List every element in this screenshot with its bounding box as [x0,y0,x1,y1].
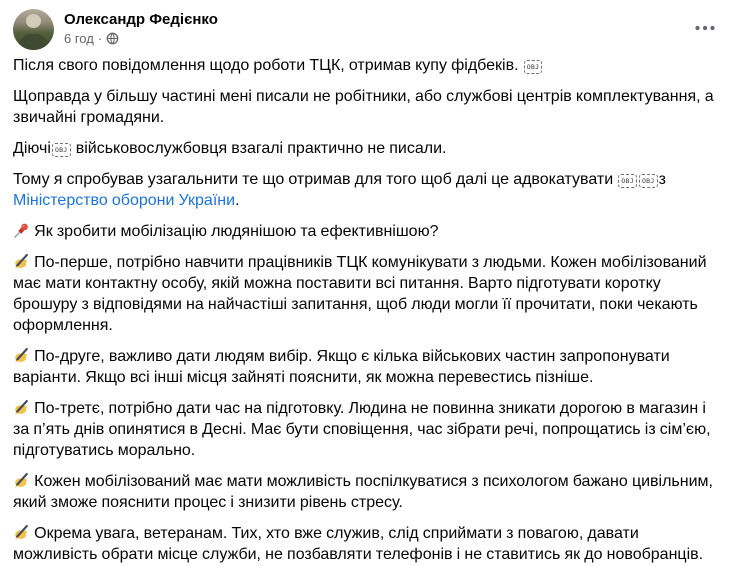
writing-hand-emoji [13,471,30,492]
post-content [0,52,740,565]
header-text [64,9,218,46]
post-text: . [235,192,240,209]
avatar[interactable] [13,9,54,50]
globe-icon [106,32,119,45]
post-text: Тому я спробував узагальнити те що отримав для того щоб далі це адвокатувати [13,171,618,188]
object-replacement-glyph: OBJ [618,174,637,188]
writing-hand-emoji [13,523,30,544]
object-replacement-glyph: OBJ [524,60,543,74]
post-paragraph [13,169,726,211]
post-paragraph [13,86,726,128]
post-paragraph [13,471,726,513]
post-text: Діючі [13,140,51,157]
meta-separator: · [97,31,103,46]
post-meta [64,31,218,46]
author-name[interactable]: Олександр Федієнко [64,11,218,28]
pushpin-emoji [13,221,30,242]
post-paragraph [13,346,726,388]
post-paragraph [13,221,726,242]
object-replacement-glyph: OBJ [52,143,71,157]
post-header [0,0,740,52]
ministry-of-defense-link[interactable]: Міністерство оборони України [13,192,236,209]
post-text: Окрема увага, ветеранам. Тих, хто вже служив, слід сприймати з повагою, давати можливість обрати місце служби, не позбавляти телефонів і не ставитись як до новобранців. [13,525,704,563]
writing-hand-emoji [13,252,30,273]
post-paragraph [13,55,726,76]
post-text: Щоправда у більшу частині мені писали не робітники, або службові центрів комплектування, а звичайні громадяни. [13,88,714,126]
post-text: По-друге, важливо дати людям вибір. Якщо є кілька військових частин запропонувати варіанти. Якщо всі інші місця зайняті пояснити, як можна перевестись пізніше. [13,348,670,386]
post-paragraph [13,138,726,159]
writing-hand-emoji [13,398,30,419]
post-paragraph [13,398,726,461]
post-text: з [658,171,666,188]
post-text: військовослужбовця взагалі практично не писали. [71,140,447,157]
post-text: По-третє, потрібно дати час на підготовку. Людина не повинна зникати дорогою в магазин і за п’ять днів опинятися в Десні. Має бути сповіщення, час зібрати речі, попрощатись із сім’єю, підготуватись морально. [13,400,711,459]
writing-hand-emoji [13,346,30,367]
ellipsis-icon [694,19,716,37]
timestamp[interactable]: 6 год [64,31,94,46]
post-text: Після свого повідомлення щодо роботи ТЦК, отримав купу фідбеків. [13,57,523,74]
post-paragraph [13,252,726,336]
post-text: Як зробити мобілізацію людянішою та ефективнішою? [30,223,439,240]
object-replacement-glyph: OBJ [639,174,658,188]
post-paragraph [13,523,726,565]
post-text: По-перше, потрібно навчити працівників ТЦК комунікувати з людьми. Кожен мобілізований має мати контактну особу, якій можна поставити всі питання. Варто підготувати коротку брошуру з відповідями на найчастіші запитання, щоб люди могли її прочитати, поки чекають оформлення. [13,254,707,334]
post-text: Кожен мобілізований має мати можливість поспілкуватися з психологом бажано цивільним, який зможе пояснити процес і знизити рівень стресу. [13,473,713,511]
more-options-button[interactable] [688,9,726,43]
